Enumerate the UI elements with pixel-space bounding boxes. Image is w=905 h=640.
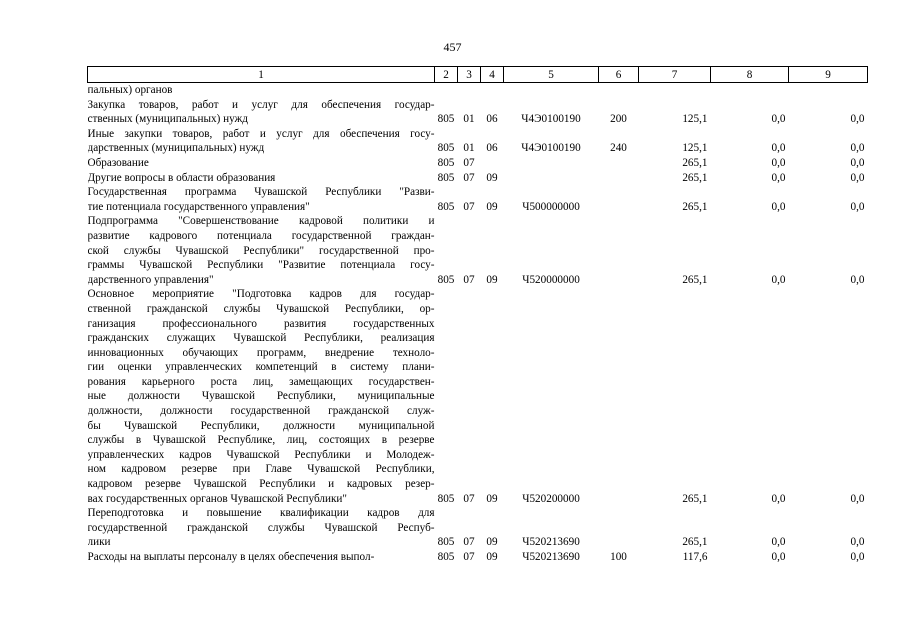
cell-col-9: 0,0 (850, 156, 865, 169)
table-row (88, 83, 868, 98)
row-description (88, 185, 435, 214)
cell-col-6 (599, 156, 639, 171)
budget-table (87, 66, 868, 565)
row-description (88, 171, 435, 186)
page-number: 457 (443, 40, 462, 54)
description-line: тие потенциала государственного управления" (87, 200, 310, 213)
cell-col-2: 805 (437, 171, 455, 184)
description-line: бы Чувашской Республики, должности муниципальной (87, 419, 435, 432)
cell-col-7: 117,6 (682, 551, 708, 563)
cell-col-8: 0,0 (771, 142, 786, 155)
table-row (88, 156, 868, 171)
description-line: управленческих кадров Чувашской Республики и Молодеж- (87, 448, 435, 461)
cell-col-2 (435, 83, 458, 98)
cell-col-8: 0,0 (771, 273, 786, 286)
description-line: ственных (муниципальных) нужд (87, 113, 248, 126)
cell-col-8: 0,0 (771, 113, 786, 126)
cell-col-5: Ч520213690 (522, 536, 580, 549)
cell-col-7 (639, 83, 711, 98)
cell-col-4: 09 (486, 273, 498, 286)
table-row (88, 506, 868, 550)
cell-col-8: 0,0 (771, 156, 786, 169)
row-description (88, 214, 435, 287)
column-header: 4 (481, 67, 504, 83)
description-line: ственной гражданской службы Чувашской Республики, ор- (87, 302, 435, 315)
cell-col-8: 0,0 (771, 536, 786, 549)
row-description (88, 127, 435, 156)
cell-col-4: 09 (486, 492, 498, 505)
cell-col-9 (789, 83, 868, 98)
table-row (88, 287, 868, 506)
cell-col-9: 0,0 (850, 200, 865, 213)
column-header: 2 (435, 67, 458, 83)
cell-col-5: Ч500000000 (522, 200, 580, 213)
description-line: ном кадровом резерве при Главе Чувашской Республики, (87, 463, 435, 476)
cell-col-7: 265,1 (682, 200, 708, 213)
cell-col-3 (458, 83, 481, 98)
description-line: Иные закупки товаров, работ и услуг для обеспечения госу- (87, 127, 435, 140)
cell-col-9: 0,0 (850, 273, 865, 286)
description-line: Подпрограмма "Совершенствование кадровой политики и (87, 215, 435, 228)
cell-col-4: 09 (486, 536, 498, 549)
cell-col-6 (599, 506, 639, 550)
cell-col-9: 0,0 (850, 551, 865, 563)
cell-col-3: 07 (463, 492, 475, 505)
cell-col-5 (504, 83, 599, 98)
description-line: лики (87, 536, 111, 549)
cell-col-9: 0,0 (850, 142, 865, 155)
cell-col-4: 06 (486, 142, 498, 155)
row-description (88, 287, 435, 506)
cell-col-5: Ч4Э0100190 (521, 142, 581, 155)
cell-col-8 (711, 83, 789, 98)
cell-col-4: 09 (486, 171, 498, 184)
cell-col-9: 0,0 (850, 492, 865, 505)
description-line: ской службы Чувашской Республики" государственной про- (87, 244, 435, 257)
description-line: кадровом резерве Чувашской Республики и кадровых резер- (87, 478, 435, 491)
column-header: 9 (789, 67, 868, 83)
cell-col-6: 100 (610, 551, 627, 563)
cell-col-2: 805 (437, 492, 455, 505)
cell-col-3: 07 (463, 551, 475, 563)
column-header: 8 (711, 67, 789, 83)
cell-col-9: 0,0 (850, 171, 865, 184)
cell-col-8: 0,0 (771, 171, 786, 184)
cell-col-2: 805 (437, 273, 455, 286)
cell-col-8: 0,0 (771, 200, 786, 213)
cell-col-6 (599, 287, 639, 506)
cell-col-2: 805 (437, 113, 455, 126)
description-line: службы в Чувашской Республике, лиц, состоящих в резерве (87, 434, 435, 447)
row-description (88, 98, 435, 127)
header-row (88, 67, 868, 83)
table-row (88, 171, 868, 186)
description-line: Государственная программа Чувашской Республики "Разви- (87, 186, 435, 199)
cell-col-4 (481, 156, 504, 171)
cell-col-7: 125,1 (682, 142, 708, 155)
cell-col-6 (599, 83, 639, 98)
cell-col-6: 200 (610, 113, 627, 126)
row-description (88, 83, 435, 98)
cell-col-5: Ч4Э0100190 (521, 113, 581, 126)
table-row (88, 185, 868, 214)
cell-col-7: 265,1 (682, 492, 708, 505)
cell-col-4: 09 (486, 551, 498, 563)
description-line: рования карьерного роста лиц, замещающих государствен- (87, 375, 435, 388)
description-line: гии оценки управленческих компетенций в систему плани- (87, 361, 435, 374)
table-row (88, 127, 868, 156)
cell-col-2: 805 (437, 551, 455, 563)
cell-col-9: 0,0 (850, 113, 865, 126)
description-line: ные должности Чувашской Республики, муниципальные (87, 390, 435, 403)
cell-col-3: 07 (463, 200, 475, 213)
cell-col-6 (599, 171, 639, 186)
description-line: гражданских служащих Чувашской Республики, реализация (87, 332, 435, 345)
cell-col-7: 125,1 (682, 113, 708, 126)
description-line: Образование (87, 156, 149, 169)
cell-col-6 (599, 185, 639, 214)
cell-col-3: 07 (463, 171, 475, 184)
description-line: Расходы на выплаты персоналу в целях обеспечения выпол- (87, 551, 375, 563)
cell-col-4 (481, 83, 504, 98)
description-line: государственной гражданской службы Чувашской Респуб- (87, 521, 435, 534)
description-line: пальных) органов (87, 84, 173, 96)
cell-col-5 (504, 156, 599, 171)
cell-col-3: 01 (463, 113, 475, 126)
cell-col-5: Ч520213690 (522, 551, 580, 563)
description-line: вах государственных органов Чувашской Республики" (87, 492, 347, 505)
cell-col-3: 07 (463, 156, 475, 169)
cell-col-8: 0,0 (771, 551, 786, 563)
column-header: 7 (639, 67, 711, 83)
cell-col-2: 805 (437, 156, 455, 169)
row-description (88, 550, 435, 565)
cell-col-6: 240 (610, 142, 627, 155)
cell-col-7: 265,1 (682, 273, 708, 286)
cell-col-2: 805 (437, 200, 455, 213)
cell-col-7: 265,1 (682, 156, 708, 169)
cell-col-3: 07 (463, 273, 475, 286)
description-line: развитие кадрового потенциала государственной граждан- (87, 229, 435, 242)
cell-col-3: 07 (463, 536, 475, 549)
column-header: 3 (458, 67, 481, 83)
cell-col-2: 805 (437, 142, 455, 155)
table-row (88, 214, 868, 287)
description-line: Переподготовка и повышение квалификации кадров для (87, 507, 435, 520)
row-description (88, 506, 435, 550)
cell-col-7: 265,1 (682, 171, 708, 184)
column-header: 1 (88, 67, 435, 83)
description-line: должности, должности государственной гражданской служ- (87, 405, 435, 418)
cell-col-2: 805 (437, 536, 455, 549)
cell-col-4: 06 (486, 113, 498, 126)
column-header: 6 (599, 67, 639, 83)
table-row (88, 98, 868, 127)
cell-col-6 (599, 214, 639, 287)
cell-col-5: Ч520000000 (522, 273, 580, 286)
column-header: 5 (504, 67, 599, 83)
description-line: граммы Чувашской Республики "Развитие потенциала госу- (87, 259, 435, 272)
description-line: Основное мероприятие "Подготовка кадров для государ- (87, 288, 435, 301)
description-line: Другие вопросы в области образования (87, 171, 276, 184)
description-line: ганизация профессионального развития государственных (87, 317, 435, 330)
cell-col-7: 265,1 (682, 536, 708, 549)
cell-col-4: 09 (486, 200, 498, 213)
cell-col-5 (504, 171, 599, 186)
table-row (88, 550, 868, 565)
cell-col-5: Ч520200000 (522, 492, 580, 505)
row-description (88, 156, 435, 171)
cell-col-8: 0,0 (771, 492, 786, 505)
description-line: инновационных обучающих программ, внедрение техноло- (87, 346, 435, 359)
description-line: Закупка товаров, работ и услуг для обеспечения государ- (87, 98, 435, 111)
cell-col-9: 0,0 (850, 536, 865, 549)
description-line: дарственных (муниципальных) нужд (87, 142, 265, 155)
cell-col-3: 01 (463, 142, 475, 155)
description-line: дарственного управления" (87, 273, 214, 286)
